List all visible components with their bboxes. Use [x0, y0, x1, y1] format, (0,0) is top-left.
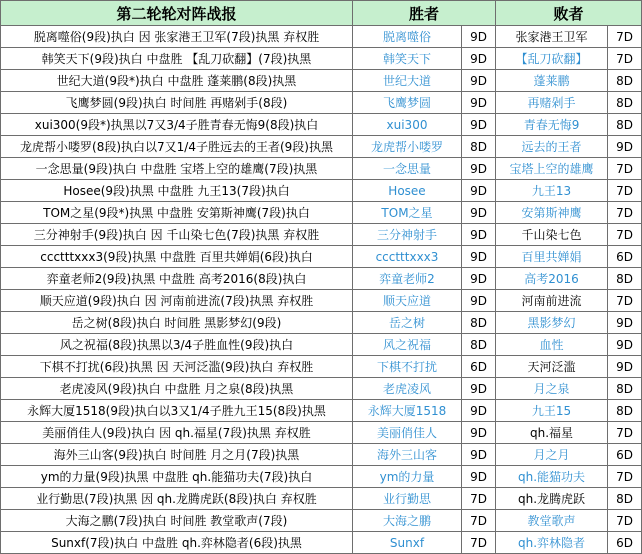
winner-rank: 9D: [462, 290, 496, 312]
table-row: [1, 136, 642, 158]
game-description: 韩笑天下(9段)执白 中盘胜 【乱刀砍翻】(7段)执黑: [1, 48, 353, 70]
winner-name: 老虎凌风: [353, 378, 462, 400]
winner-rank: 8D: [462, 334, 496, 356]
table-row: [1, 334, 642, 356]
table-row: [1, 158, 642, 180]
loser-rank: 9D: [608, 356, 642, 378]
game-description: 永辉大厦1518(9段)执白以3又1/4子胜九王15(8段)执黑: [1, 400, 353, 422]
loser-rank: 7D: [608, 48, 642, 70]
game-description: 三分神射手(9段)执白 因 千山染七色(7段)执黑 弃权胜: [1, 224, 353, 246]
loser-name: 月之泉: [496, 378, 608, 400]
winner-name: ym的力量: [353, 466, 462, 488]
loser-name: 九王13: [496, 180, 608, 202]
winner-name: 韩笑天下: [353, 48, 462, 70]
loser-rank: 7D: [608, 422, 642, 444]
winner-rank: 7D: [462, 510, 496, 532]
winner-name: 一念思量: [353, 158, 462, 180]
game-description: xui300(9段*)执黑以7又3/4子胜青春无悔9(8段)执白: [1, 114, 353, 136]
winner-rank: 9D: [462, 202, 496, 224]
loser-name: 蓬莱鹏: [496, 70, 608, 92]
game-description: 风之祝福(8段)执黑以3/4子胜血性(9段)执白: [1, 334, 353, 356]
loser-name: qh.龙腾虎跃: [496, 488, 608, 510]
game-description: 一念思量(9段)执白 中盘胜 宝塔上空的雄鹰(7段)执黑: [1, 158, 353, 180]
winner-rank: 6D: [462, 356, 496, 378]
winner-name: Sunxf: [353, 532, 462, 554]
table-row: [1, 532, 642, 554]
winner-name: xui300: [353, 114, 462, 136]
winner-name: Hosee: [353, 180, 462, 202]
winner-rank: 9D: [462, 400, 496, 422]
loser-name: qh.弈林隐者: [496, 532, 608, 554]
loser-rank: 6D: [608, 532, 642, 554]
winner-name: TOM之星: [353, 202, 462, 224]
game-description: 海外三山客(9段)执白 时间胜 月之月(7段)执黑: [1, 444, 353, 466]
loser-rank: 7D: [608, 224, 642, 246]
winner-rank: 9D: [462, 26, 496, 48]
winner-rank: 8D: [462, 136, 496, 158]
winner-rank: 9D: [462, 422, 496, 444]
winner-name: ccctttxxx3: [353, 246, 462, 268]
winner-name: 永辉大厦1518: [353, 400, 462, 422]
loser-rank: 8D: [608, 114, 642, 136]
game-description: 世纪大道(9段*)执白 中盘胜 蓬莱鹏(8段)执黑: [1, 70, 353, 92]
loser-rank: 7D: [608, 26, 642, 48]
winner-name: 业行勤思: [353, 488, 462, 510]
game-description: ym的力量(9段)执黑 中盘胜 qh.能猫功夫(7段)执白: [1, 466, 353, 488]
header-row: [1, 1, 642, 26]
winner-rank: 9D: [462, 158, 496, 180]
loser-name: 张家港王卫军: [496, 26, 608, 48]
winner-rank: 9D: [462, 444, 496, 466]
loser-rank: 7D: [608, 180, 642, 202]
loser-name: 教堂歌声: [496, 510, 608, 532]
winner-rank: 9D: [462, 92, 496, 114]
game-description: 大海之鹏(7段)执白 时间胜 教堂歌声(7段): [1, 510, 353, 532]
table-row: [1, 48, 642, 70]
winner-name: 海外三山客: [353, 444, 462, 466]
loser-rank: 7D: [608, 158, 642, 180]
loser-rank: 8D: [608, 70, 642, 92]
loser-name: 高考2016: [496, 268, 608, 290]
table-row: [1, 510, 642, 532]
loser-rank: 6D: [608, 444, 642, 466]
loser-rank: 8D: [608, 92, 642, 114]
loser-rank: 7D: [608, 510, 642, 532]
winner-header: 胜者: [353, 1, 496, 26]
winner-rank: 7D: [462, 488, 496, 510]
loser-rank: 8D: [608, 378, 642, 400]
winner-rank: 9D: [462, 246, 496, 268]
loser-name: 千山染七色: [496, 224, 608, 246]
loser-name: qh.福星: [496, 422, 608, 444]
loser-rank: 9D: [608, 334, 642, 356]
winner-name: 龙虎帮小喽罗: [353, 136, 462, 158]
loser-header: 败者: [496, 1, 642, 26]
title-header: 第二轮轮对阵战报: [1, 1, 353, 26]
winner-name: 飞鹰梦圆: [353, 92, 462, 114]
loser-name: 再赌剁手: [496, 92, 608, 114]
game-description: 下棋不打扰(6段)执黑 因 天河泛滥(9段)执白 弃权胜: [1, 356, 353, 378]
winner-rank: 9D: [462, 70, 496, 92]
loser-rank: 8D: [608, 488, 642, 510]
game-description: 美丽俏佳人(9段)执白 因 qh.福星(7段)执黑 弃权胜: [1, 422, 353, 444]
winner-name: 大海之鹏: [353, 510, 462, 532]
winner-rank: 9D: [462, 48, 496, 70]
loser-name: 远去的王者: [496, 136, 608, 158]
game-description: Hosee(9段)执黑 中盘胜 九王13(7段)执白: [1, 180, 353, 202]
table-row: [1, 466, 642, 488]
winner-rank: 8D: [462, 312, 496, 334]
winner-name: 顺天应道: [353, 290, 462, 312]
winner-name: 美丽俏佳人: [353, 422, 462, 444]
table-row: [1, 268, 642, 290]
table-row: [1, 92, 642, 114]
loser-rank: 7D: [608, 466, 642, 488]
table-row: [1, 312, 642, 334]
table-row: [1, 444, 642, 466]
table-row: [1, 114, 642, 136]
loser-rank: 9D: [608, 136, 642, 158]
table-row: [1, 224, 642, 246]
winner-name: 弈童老师2: [353, 268, 462, 290]
winner-rank: 9D: [462, 268, 496, 290]
winner-rank: 9D: [462, 466, 496, 488]
loser-name: 安第斯神鹰: [496, 202, 608, 224]
winner-name: 世纪大道: [353, 70, 462, 92]
loser-rank: 9D: [608, 312, 642, 334]
winner-rank: 9D: [462, 224, 496, 246]
game-description: 飞鹰梦圆(9段)执白 时间胜 再赌剁手(8段): [1, 92, 353, 114]
winner-rank: 9D: [462, 114, 496, 136]
winner-rank: 9D: [462, 180, 496, 202]
loser-name: 黑影梦幻: [496, 312, 608, 334]
game-description: TOM之星(9段*)执黑 中盘胜 安第斯神鹰(7段)执白: [1, 202, 353, 224]
game-description: ccctttxxx3(9段)执黑 中盘胜 百里共婵娟(6段)执白: [1, 246, 353, 268]
table-row: [1, 290, 642, 312]
table-row: [1, 26, 642, 48]
winner-name: 下棋不打扰: [353, 356, 462, 378]
game-description: 业行勤思(7段)执黑 因 qh.龙腾虎跃(8段)执白 弃权胜: [1, 488, 353, 510]
game-description: 弈童老师2(9段)执黑 中盘胜 高考2016(8段)执白: [1, 268, 353, 290]
game-description: Sunxf(7段)执白 中盘胜 qh.弈林隐者(6段)执黑: [1, 532, 353, 554]
loser-name: 九王15: [496, 400, 608, 422]
results-body: [1, 26, 642, 554]
winner-name: 三分神射手: [353, 224, 462, 246]
winner-name: 风之祝福: [353, 334, 462, 356]
loser-name: 天河泛滥: [496, 356, 608, 378]
loser-name: 血性: [496, 334, 608, 356]
table-row: [1, 356, 642, 378]
table-row: [1, 246, 642, 268]
loser-rank: 6D: [608, 246, 642, 268]
winner-rank: 9D: [462, 378, 496, 400]
loser-name: 百里共婵娟: [496, 246, 608, 268]
table-row: [1, 488, 642, 510]
loser-name: 青春无悔9: [496, 114, 608, 136]
game-description: 脱离噬俗(9段)执白 因 张家港王卫军(7段)执黑 弃权胜: [1, 26, 353, 48]
loser-name: 宝塔上空的雄鹰: [496, 158, 608, 180]
game-description: 龙虎帮小喽罗(8段)执白以7又1/4子胜远去的王者(9段)执黑: [1, 136, 353, 158]
loser-name: qh.能猫功夫: [496, 466, 608, 488]
loser-rank: 8D: [608, 400, 642, 422]
loser-rank: 7D: [608, 202, 642, 224]
game-description: 老虎凌风(9段)执白 中盘胜 月之泉(8段)执黑: [1, 378, 353, 400]
game-description: 岳之树(8段)执白 时间胜 黑影梦幻(9段): [1, 312, 353, 334]
loser-rank: 7D: [608, 290, 642, 312]
loser-rank: 8D: [608, 268, 642, 290]
loser-name: 月之月: [496, 444, 608, 466]
table-row: [1, 202, 642, 224]
winner-name: 岳之树: [353, 312, 462, 334]
game-description: 顺天应道(9段)执白 因 河南前进流(7段)执黑 弃权胜: [1, 290, 353, 312]
winner-name: 脱离噬俗: [353, 26, 462, 48]
table-row: [1, 70, 642, 92]
table-row: [1, 400, 642, 422]
loser-name: 【乱刀砍翻】: [496, 48, 608, 70]
loser-name: 河南前进流: [496, 290, 608, 312]
table-row: [1, 180, 642, 202]
table-row: [1, 422, 642, 444]
table-row: [1, 378, 642, 400]
winner-rank: 7D: [462, 532, 496, 554]
